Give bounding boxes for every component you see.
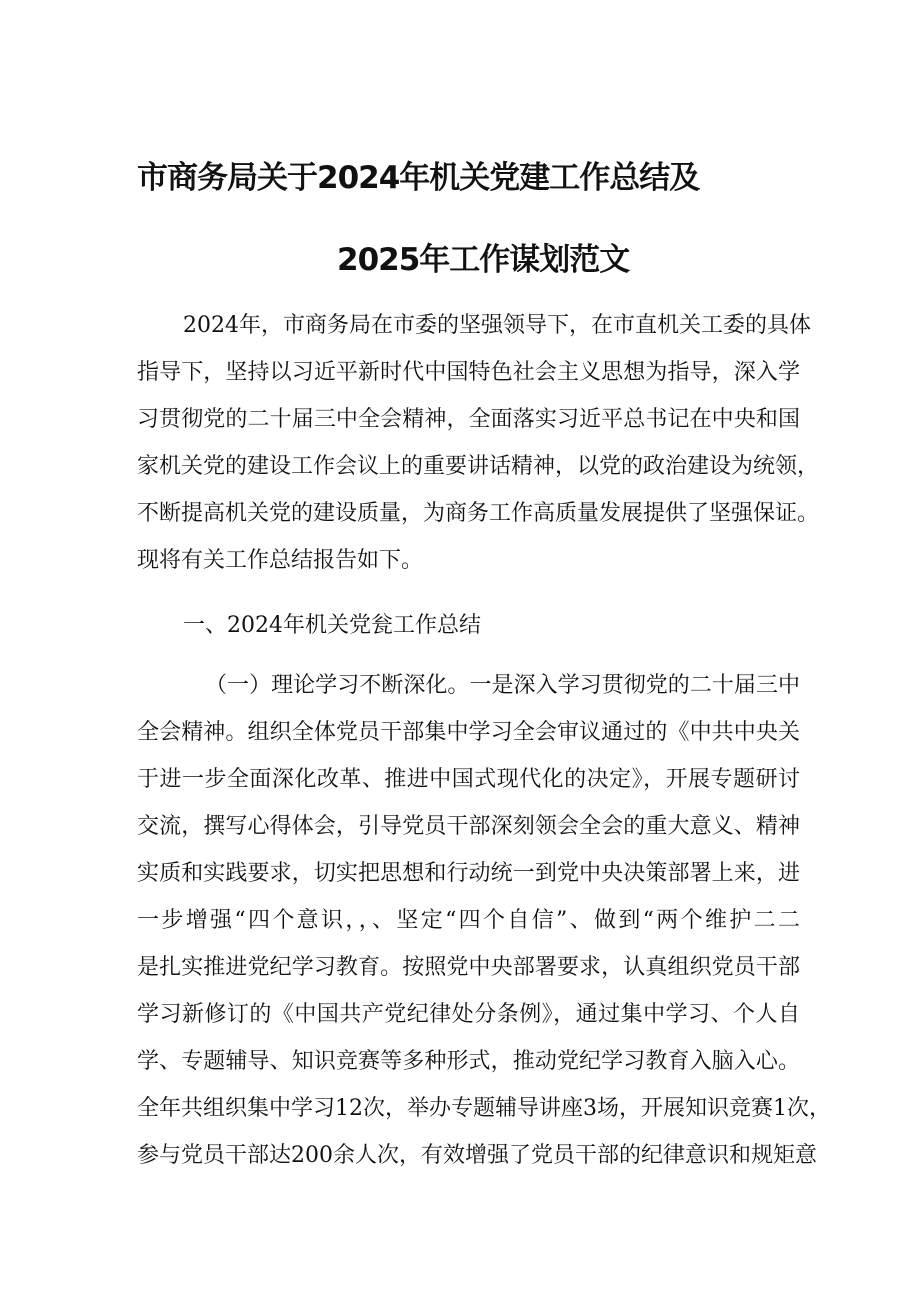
section-line: 全会精神。组织全体党员干部集中学习全会审议通过的《中共中央关 [137, 720, 800, 745]
intro-line: 习贯彻党的二十届三中全会精神，全面落实习近平总书记在中央和国 [137, 407, 800, 432]
section-line: 学、专题辅导、知识竞赛等多种形式，推动党纪学习教育入脑入心。 [137, 1049, 800, 1074]
document-title-line-1: 市商务局关于2024年机关党建工作总结及 [137, 160, 700, 196]
intro-line: 家机关党的建设工作会议上的重要讲话精神，以党的政治建设为统领， [137, 454, 820, 479]
section-line: 全年共组织集中学习12次，举办专题辅导讲座3场，开展知识竞赛1次， [137, 1096, 831, 1121]
intro-line: 现将有关工作总结报告如下。 [137, 548, 424, 573]
section-line: 是扎实推进党纪学习教育。按照党中央部署要求，认真组织党员干部 [137, 955, 800, 980]
intro-line: 指导下，坚持以习近平新时代中国特色社会主义思想为指导，深入学 [137, 360, 800, 385]
section-line: 交流，撰写心得体会，引导党员干部深刻领会全会的重大意义、精神 [137, 814, 800, 839]
section-heading: 一、2024年机关党瓮工作总结 [183, 613, 481, 638]
section-line: 一步增强“四个意识，，、坚定“四个自信”、做到“两个维护二二 [137, 908, 800, 933]
document-title-line-2: 2025年工作谋划范文 [337, 242, 630, 278]
section-line: （一）理论学习不断深化。一是深入学习贯彻党的二十届三中 [205, 673, 800, 698]
section-line: 实质和实践要求，切实把思想和行动统一到党中央决策部署上来，进 [137, 861, 800, 886]
section-line: 参与党员干部达200余人次，有效增强了党员干部的纪律意识和规矩意 [137, 1143, 817, 1168]
intro-line: 不断提高机关党的建设质量，为商务工作高质量发展提供了坚强保证。 [137, 501, 820, 526]
section-line: 学习新修订的《中国共产党纪律处分条例》，通过集中学习、个人自 [137, 1002, 800, 1027]
intro-line: 2024年，市商务局在市委的坚强领导下，在市直机关工委的具体 [183, 313, 811, 338]
section-line: 于进一步全面深化改革、推进中国式现代化的决定》，开展专题研讨 [137, 767, 800, 792]
